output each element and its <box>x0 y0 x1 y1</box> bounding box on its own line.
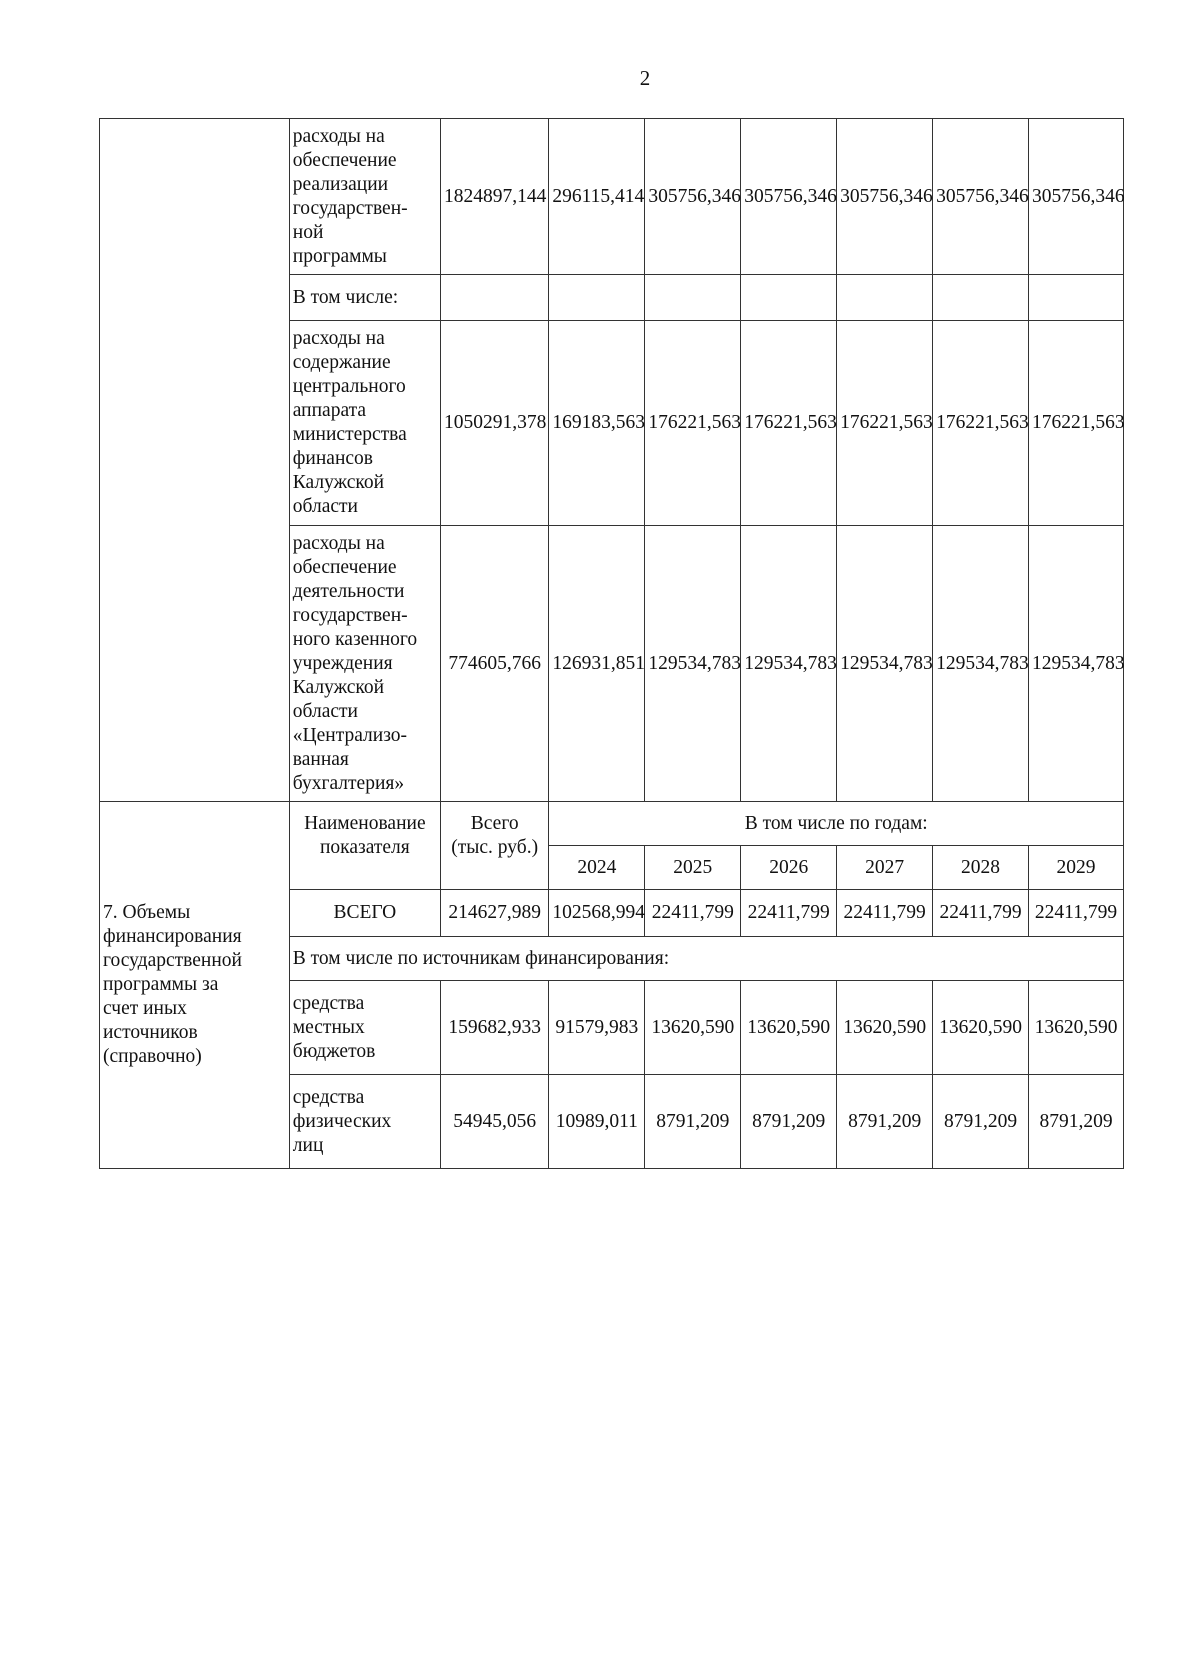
value-2029: 129534,783 <box>1029 526 1124 802</box>
value-2024: 10989,011 <box>549 1075 645 1169</box>
value-2026: 22411,799 <box>741 890 837 937</box>
value-2025: 129534,783 <box>645 526 741 802</box>
value-2027: 305756,346 <box>837 119 933 275</box>
value-2025: 22411,799 <box>645 890 741 937</box>
value-2024 <box>549 275 645 321</box>
value-2028: 305756,346 <box>933 119 1029 275</box>
value-2024: 102568,994 <box>549 890 645 937</box>
table-row <box>100 119 1124 275</box>
value-2025: 8791,209 <box>645 1075 741 1169</box>
year-2026: 2026 <box>741 846 837 890</box>
value-2026: 8791,209 <box>741 1075 837 1169</box>
value-2027 <box>837 275 933 321</box>
value-2029 <box>1029 275 1124 321</box>
row-label-total: ВСЕГО <box>289 890 440 937</box>
year-2029: 2029 <box>1029 846 1124 890</box>
value-2024: 126931,851 <box>549 526 645 802</box>
value-total: 214627,989 <box>440 890 548 937</box>
value-total: 1050291,378 <box>440 321 548 526</box>
section7-header-row <box>100 802 1124 846</box>
value-2026: 129534,783 <box>741 526 837 802</box>
value-2025: 176221,563 <box>645 321 741 526</box>
value-2024: 296115,414 <box>549 119 645 275</box>
value-2027: 8791,209 <box>837 1075 933 1169</box>
value-2027: 13620,590 <box>837 981 933 1075</box>
year-2027: 2027 <box>837 846 933 890</box>
value-total: 159682,933 <box>440 981 548 1075</box>
section7-title: 7. Объемы финансирования государственной программы за счет иных источников (справочно) <box>100 802 290 1169</box>
value-2029: 176221,563 <box>1029 321 1124 526</box>
value-2029: 22411,799 <box>1029 890 1124 937</box>
row-label: расходы на обеспечение реализации государствен- ной программы <box>289 119 440 275</box>
value-2027: 22411,799 <box>837 890 933 937</box>
financing-table <box>99 118 1124 1169</box>
value-2029: 13620,590 <box>1029 981 1124 1075</box>
value-2024: 91579,983 <box>549 981 645 1075</box>
by-sources-label: В том числе по источникам финансирования: <box>289 937 1123 981</box>
value-2028 <box>933 275 1029 321</box>
year-2028: 2028 <box>933 846 1029 890</box>
value-2026: 13620,590 <box>741 981 837 1075</box>
year-2024: 2024 <box>549 846 645 890</box>
value-2025: 305756,346 <box>645 119 741 275</box>
prev-section-cell <box>100 119 290 802</box>
value-2029: 8791,209 <box>1029 1075 1124 1169</box>
page-number: 2 <box>639 66 651 90</box>
value-2028: 129534,783 <box>933 526 1029 802</box>
row-label: В том числе: <box>289 275 440 321</box>
row-label: расходы на обеспечение деятельности государствен- ного казенного учреждения Калужской области «Централизо- ванная бухгалтерия» <box>289 526 440 802</box>
row-label: средства местных бюджетов <box>289 981 440 1075</box>
value-2026: 305756,346 <box>741 119 837 275</box>
value-total: 54945,056 <box>440 1075 548 1169</box>
value-2027: 176221,563 <box>837 321 933 526</box>
value-2026 <box>741 275 837 321</box>
value-2025 <box>645 275 741 321</box>
header-total: Всего (тыс. руб.) <box>440 802 548 890</box>
row-label: средства физических лиц <box>289 1075 440 1169</box>
value-2028: 8791,209 <box>933 1075 1029 1169</box>
value-2028: 13620,590 <box>933 981 1029 1075</box>
value-2026: 176221,563 <box>741 321 837 526</box>
value-total: 774605,766 <box>440 526 548 802</box>
year-2025: 2025 <box>645 846 741 890</box>
value-2024: 169183,563 <box>549 321 645 526</box>
value-2027: 129534,783 <box>837 526 933 802</box>
value-2028: 176221,563 <box>933 321 1029 526</box>
value-total: 1824897,144 <box>440 119 548 275</box>
row-label: расходы на содержание центрального аппарата министерства финансов Калужской области <box>289 321 440 526</box>
value-2028: 22411,799 <box>933 890 1029 937</box>
header-by-years: В том числе по годам: <box>549 802 1124 846</box>
value-total <box>440 275 548 321</box>
value-2029: 305756,346 <box>1029 119 1124 275</box>
value-2025: 13620,590 <box>645 981 741 1075</box>
header-indicator-name: Наименование показателя <box>289 802 440 890</box>
